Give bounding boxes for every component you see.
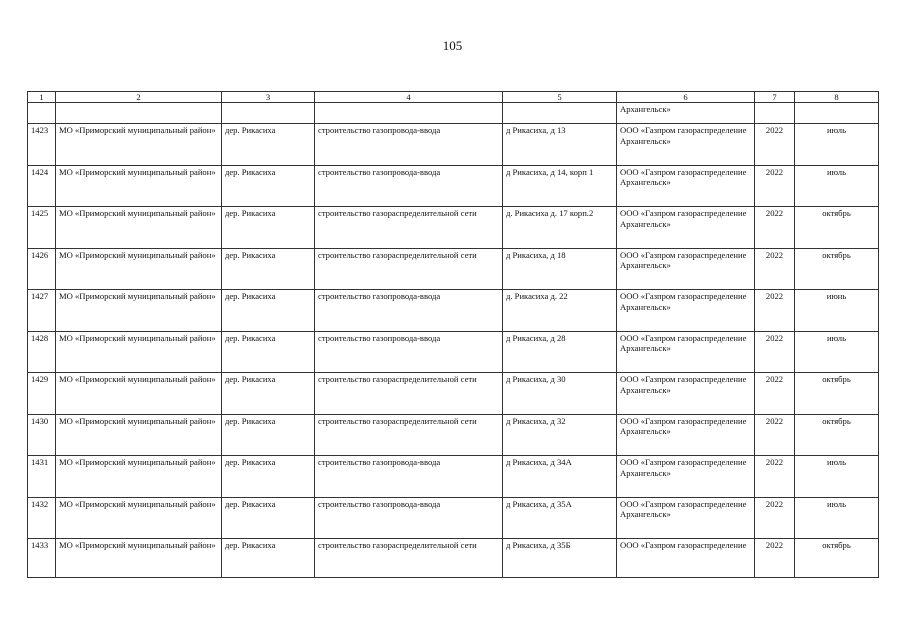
contractor-cell: ООО «Газпром газораспределение Архангельск» (617, 165, 755, 207)
address-cell: д. Рикасиха д. 17 корп.2 (503, 207, 617, 249)
municipality-cell: МО «Приморский муниципальный район» (56, 456, 222, 498)
address-cell: д Рикасиха, д 34А (503, 456, 617, 498)
row-number-cell: 1431 (28, 456, 56, 498)
address-cell: д Рикасиха, д 35Б (503, 539, 617, 578)
contractor-cell: ООО «Газпром газораспределение Архангельск» (617, 290, 755, 332)
year-cell: 2022 (755, 373, 795, 415)
settlement-cell: дер. Рикасиха (222, 165, 315, 207)
year-cell: 2022 (755, 207, 795, 249)
month-cell: октябрь (795, 539, 879, 578)
column-number-2: 2 (56, 92, 222, 103)
continuation-cell-1 (28, 103, 56, 124)
municipality-cell: МО «Приморский муниципальный район» (56, 207, 222, 249)
contractor-cell: ООО «Газпром газораспределение Архангельск» (617, 497, 755, 539)
settlement-cell: дер. Рикасиха (222, 248, 315, 290)
table-row (28, 497, 879, 539)
year-cell: 2022 (755, 414, 795, 456)
column-number-4: 4 (315, 92, 503, 103)
column-number-7: 7 (755, 92, 795, 103)
work-type-cell: строительство газораспределительной сети (315, 207, 503, 249)
work-type-cell: строительство газопровода-ввода (315, 165, 503, 207)
month-cell: октябрь (795, 373, 879, 415)
table-row (28, 539, 879, 578)
row-number-cell: 1428 (28, 331, 56, 373)
address-cell: д Рикасиха, д 32 (503, 414, 617, 456)
municipality-cell: МО «Приморский муниципальный район» (56, 539, 222, 578)
settlement-cell: дер. Рикасиха (222, 373, 315, 415)
work-type-cell: строительство газопровода-ввода (315, 124, 503, 166)
row-number-cell: 1427 (28, 290, 56, 332)
municipality-cell: МО «Приморский муниципальный район» (56, 248, 222, 290)
table-row (28, 165, 879, 207)
address-cell: д Рикасиха, д 30 (503, 373, 617, 415)
table-row (28, 248, 879, 290)
contractor-cell: ООО «Газпром газораспределение Архангельск» (617, 124, 755, 166)
year-cell: 2022 (755, 456, 795, 498)
year-cell: 2022 (755, 248, 795, 290)
column-number-8: 8 (795, 92, 879, 103)
address-cell: д Рикасиха, д 28 (503, 331, 617, 373)
work-type-cell: строительство газопровода-ввода (315, 456, 503, 498)
year-cell: 2022 (755, 124, 795, 166)
settlement-cell: дер. Рикасиха (222, 207, 315, 249)
address-cell: д Рикасиха, д 13 (503, 124, 617, 166)
column-number-3: 3 (222, 92, 315, 103)
row-number-cell: 1424 (28, 165, 56, 207)
work-type-cell: строительство газораспределительной сети (315, 248, 503, 290)
municipality-cell: МО «Приморский муниципальный район» (56, 497, 222, 539)
table-row (28, 124, 879, 166)
settlement-cell: дер. Рикасиха (222, 124, 315, 166)
month-cell: октябрь (795, 414, 879, 456)
row-number-cell: 1432 (28, 497, 56, 539)
registry-table-body (28, 92, 879, 578)
address-cell: д Рикасиха, д 14, корп 1 (503, 165, 617, 207)
contractor-cell: ООО «Газпром газораспределение Архангельск» (617, 373, 755, 415)
settlement-cell: дер. Рикасиха (222, 331, 315, 373)
year-cell: 2022 (755, 539, 795, 578)
municipality-cell: МО «Приморский муниципальный район» (56, 165, 222, 207)
contractor-cell: ООО «Газпром газораспределение Архангельск» (617, 331, 755, 373)
contractor-cell: ООО «Газпром газораспределение Архангельск» (617, 414, 755, 456)
work-type-cell: строительство газопровода-ввода (315, 331, 503, 373)
table-row (28, 290, 879, 332)
month-cell: июнь (795, 290, 879, 332)
continuation-cell-7 (755, 103, 795, 124)
year-cell: 2022 (755, 331, 795, 373)
month-cell: июль (795, 165, 879, 207)
row-number-cell: 1425 (28, 207, 56, 249)
contractor-cell: ООО «Газпром газораспределение (617, 539, 755, 578)
month-cell: июль (795, 456, 879, 498)
work-type-cell: строительство газопровода-ввода (315, 290, 503, 332)
month-cell: октябрь (795, 248, 879, 290)
table-row (28, 456, 879, 498)
column-number-1: 1 (28, 92, 56, 103)
row-number-cell: 1426 (28, 248, 56, 290)
continuation-cell-6: Архангельск» (617, 103, 755, 124)
registry-table (27, 91, 879, 578)
work-type-cell: строительство газопровода-ввода (315, 497, 503, 539)
continuation-cell-3 (222, 103, 315, 124)
continuation-row (28, 103, 879, 124)
month-cell: июль (795, 497, 879, 539)
municipality-cell: МО «Приморский муниципальный район» (56, 373, 222, 415)
table-row (28, 373, 879, 415)
settlement-cell: дер. Рикасиха (222, 414, 315, 456)
address-cell: д Рикасиха, д 35А (503, 497, 617, 539)
contractor-cell: ООО «Газпром газораспределение Архангельск» (617, 456, 755, 498)
row-number-cell: 1433 (28, 539, 56, 578)
row-number-cell: 1429 (28, 373, 56, 415)
work-type-cell: строительство газораспределительной сети (315, 414, 503, 456)
contractor-cell: ООО «Газпром газораспределение Архангельск» (617, 207, 755, 249)
work-type-cell: строительство газораспределительной сети (315, 373, 503, 415)
month-cell: июль (795, 331, 879, 373)
municipality-cell: МО «Приморский муниципальный район» (56, 331, 222, 373)
column-number-row (28, 92, 879, 103)
month-cell: октябрь (795, 207, 879, 249)
row-number-cell: 1423 (28, 124, 56, 166)
municipality-cell: МО «Приморский муниципальный район» (56, 124, 222, 166)
continuation-cell-4 (315, 103, 503, 124)
year-cell: 2022 (755, 290, 795, 332)
work-type-cell: строительство газораспределительной сети (315, 539, 503, 578)
settlement-cell: дер. Рикасиха (222, 290, 315, 332)
continuation-cell-8 (795, 103, 879, 124)
continuation-cell-5 (503, 103, 617, 124)
table-row (28, 207, 879, 249)
contractor-cell: ООО «Газпром газораспределение Архангельск» (617, 248, 755, 290)
settlement-cell: дер. Рикасиха (222, 497, 315, 539)
column-number-6: 6 (617, 92, 755, 103)
settlement-cell: дер. Рикасиха (222, 539, 315, 578)
year-cell: 2022 (755, 497, 795, 539)
address-cell: д Рикасиха, д 18 (503, 248, 617, 290)
table-row (28, 331, 879, 373)
settlement-cell: дер. Рикасиха (222, 456, 315, 498)
row-number-cell: 1430 (28, 414, 56, 456)
municipality-cell: МО «Приморский муниципальный район» (56, 290, 222, 332)
month-cell: июль (795, 124, 879, 166)
table-row (28, 414, 879, 456)
continuation-cell-2 (56, 103, 222, 124)
address-cell: д. Рикасиха д. 22 (503, 290, 617, 332)
municipality-cell: МО «Приморский муниципальный район» (56, 414, 222, 456)
column-number-5: 5 (503, 92, 617, 103)
year-cell: 2022 (755, 165, 795, 207)
page-number: 105 (442, 38, 463, 53)
